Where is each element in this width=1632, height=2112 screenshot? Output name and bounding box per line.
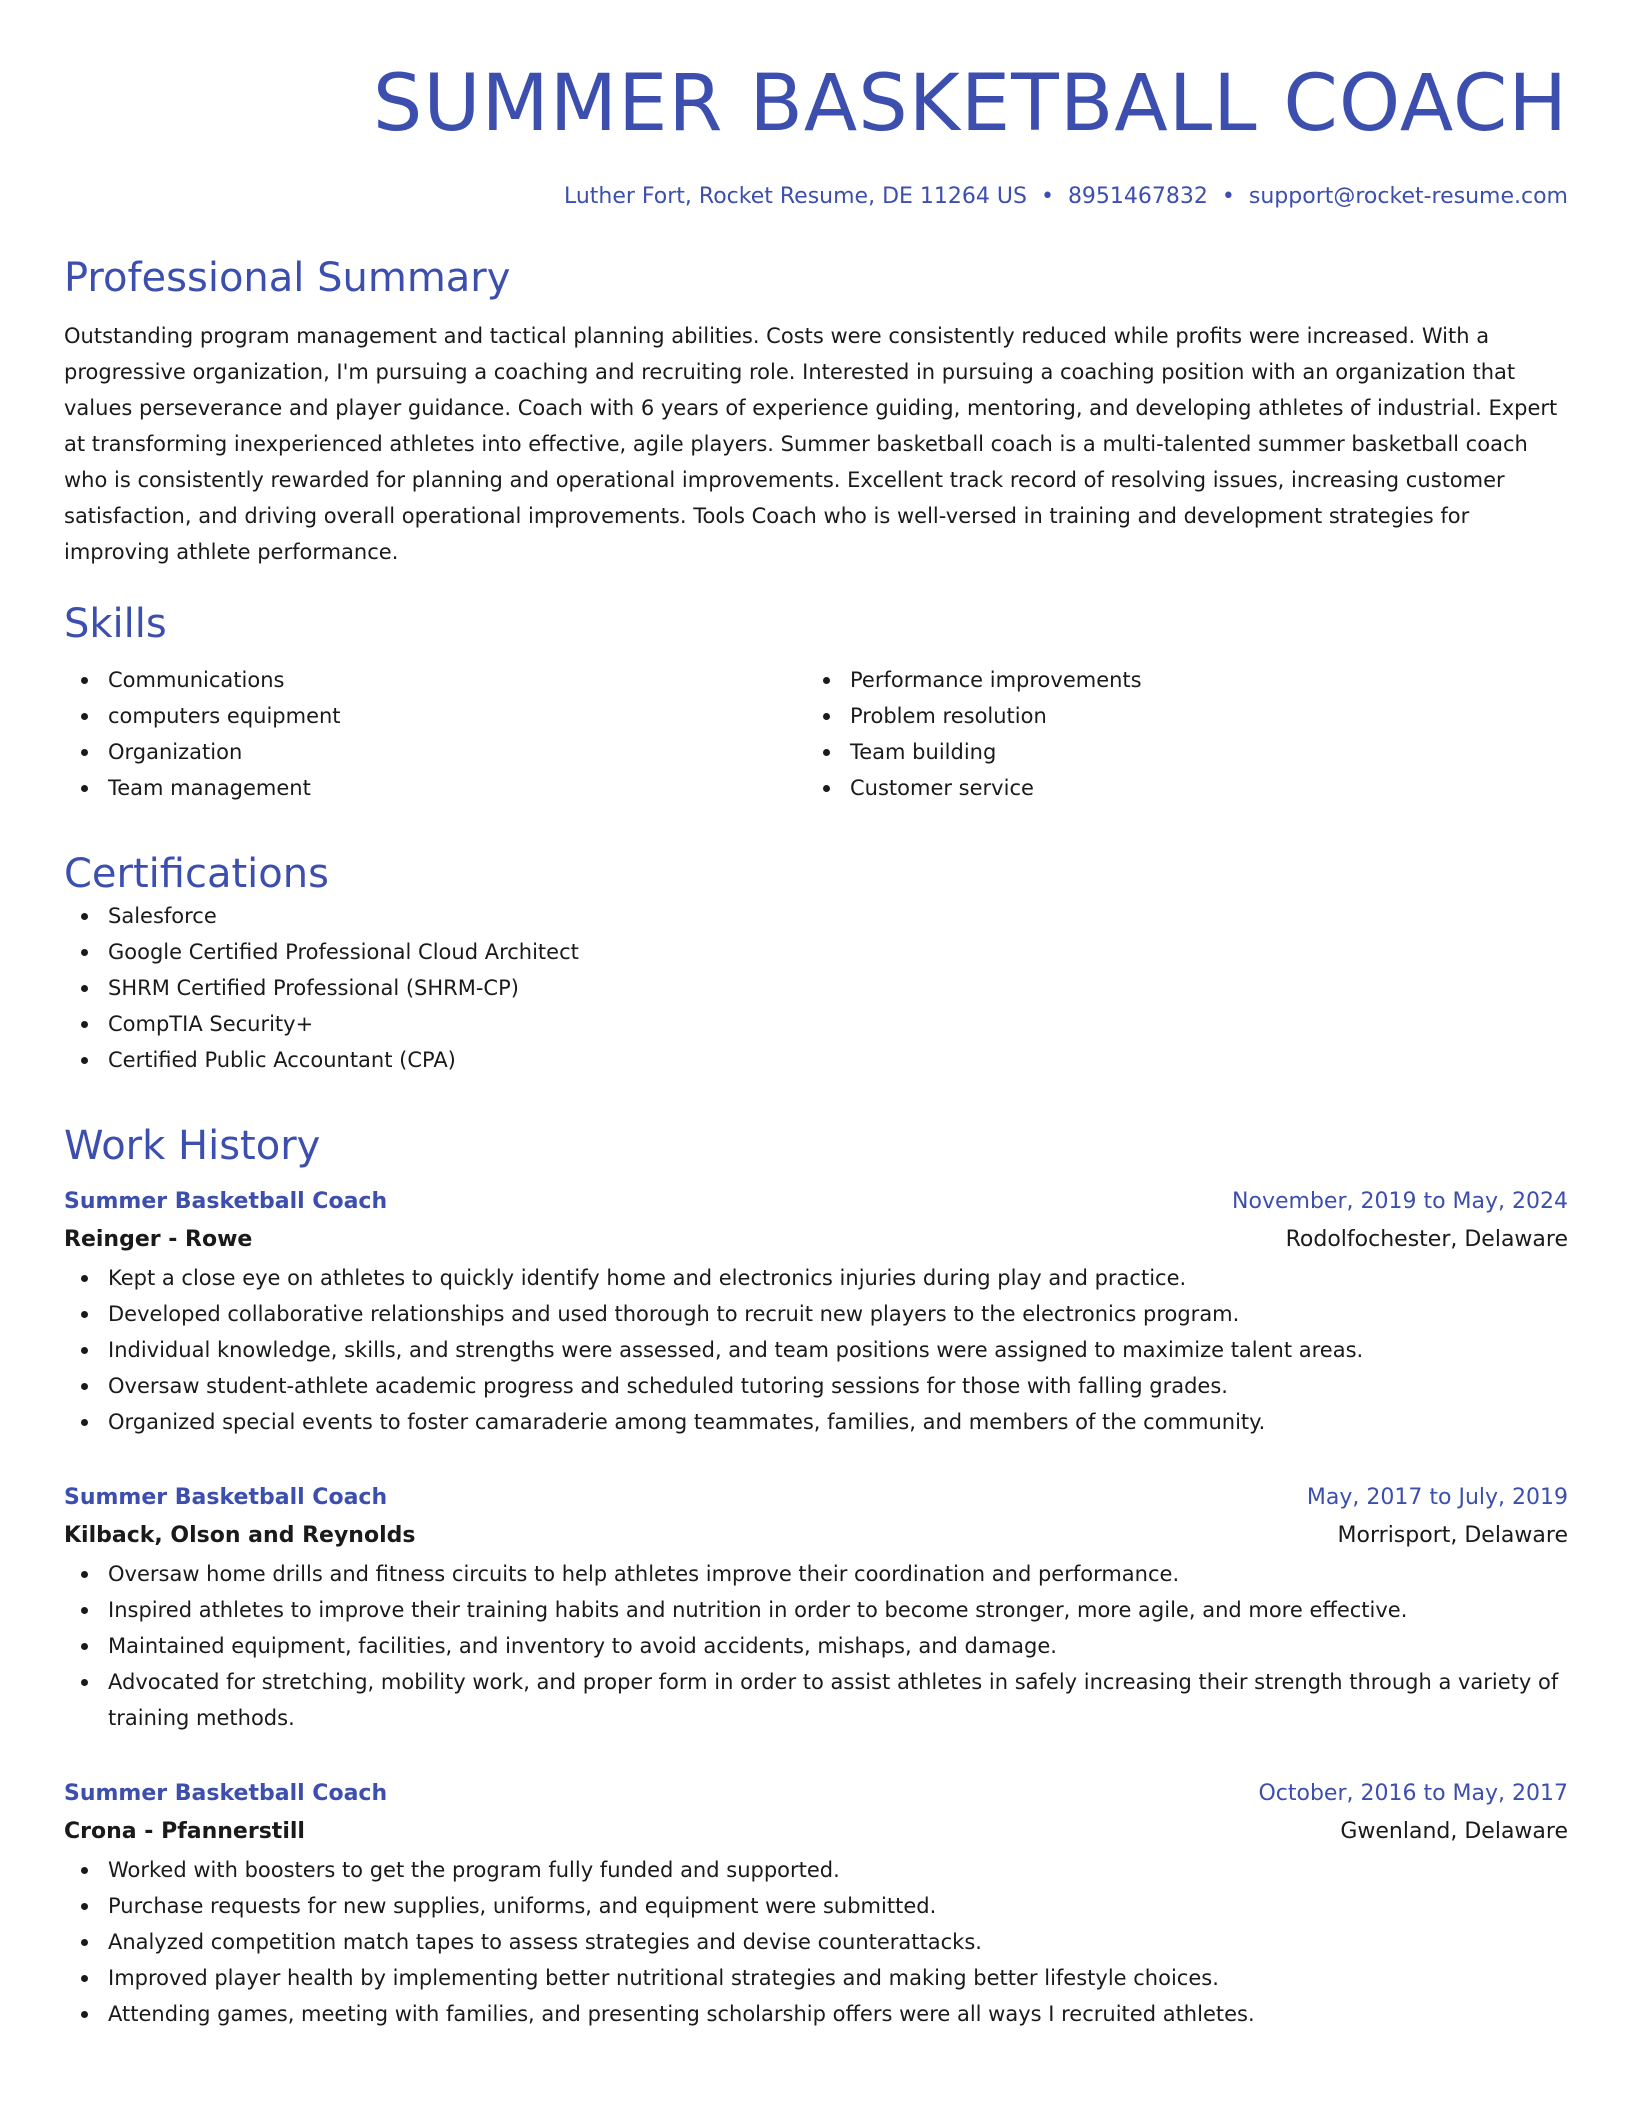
job-duty: Individual knowledge, skills, and strengths were assessed, and team positions were assigned to maximize talent areas. xyxy=(64,1332,1568,1368)
job-duties-list xyxy=(64,1556,1568,1736)
candidate-name: SUMMER BASKETBALL COACH xyxy=(372,59,1568,149)
job-duty: Oversaw home drills and fitness circuits to help athletes improve their coordination and performance. xyxy=(64,1556,1568,1592)
job-title-row xyxy=(64,1776,1568,1812)
job-location: Morrisport, Delaware xyxy=(1337,1523,1568,1548)
summary-text: Outstanding program management and tactical planning abilities. Costs were consistently reduced while profits were increased. With a progressive organization, I'm pursuing a coaching and recruiting role. Interested in pursuing a coaching position with an organization that values perseverance and player guidance. Coach with 6 years of experience guiding, mentoring, and developing athletes of industrial. Expert at transforming inexperienced athletes into effective, agile players. Summer basketball coach is a multi-talented summer basketball coach who is consistently rewarded for planning and operational improvements. Excellent track record of resolving issues, increasing customer satisfaction, and driving overall operational improvements. Tools Coach who is well-versed in training and development strategies for improving athlete performance. xyxy=(64,324,1558,564)
job-duty: Maintained equipment, facilities, and inventory to avoid accidents, mishaps, and damage. xyxy=(64,1628,1568,1664)
job-company: Crona - Pfannerstill xyxy=(64,1819,305,1844)
job-entry xyxy=(64,1480,1568,1736)
job-duty: Purchase requests for new supplies, uniforms, and equipment were submitted. xyxy=(64,1888,1568,1924)
job-title: Summer Basketball Coach xyxy=(64,1781,388,1806)
job-duty: Analyzed competition match tapes to assess strategies and devise counterattacks. xyxy=(64,1924,1568,1960)
job-duty: Attending games, meeting with families, and presenting scholarship offers were all ways I recruited athletes. xyxy=(64,1996,1568,2032)
job-dates: May, 2017 to July, 2019 xyxy=(1306,1485,1568,1510)
job-company-row xyxy=(64,1516,1568,1556)
job-duty: Developed collaborative relationships and used thorough to recruit new players to the electronics program. xyxy=(64,1296,1568,1332)
job-location: Rodolfochester, Delaware xyxy=(1285,1227,1568,1252)
skills-list xyxy=(806,662,1548,806)
certification-item: Google Certified Professional Cloud Architect xyxy=(64,934,1568,970)
job-duties-list xyxy=(64,1852,1568,2032)
certification-item: Salesforce xyxy=(64,898,1568,934)
skill-item: Team building xyxy=(806,734,1548,770)
skill-item: Communications xyxy=(64,662,806,698)
contact-separator: • xyxy=(1221,184,1235,209)
job-duties-list xyxy=(64,1260,1568,1440)
skill-item: Performance improvements xyxy=(806,662,1548,698)
job-title-row xyxy=(64,1480,1568,1516)
job-dates: October, 2016 to May, 2017 xyxy=(1258,1781,1568,1806)
certification-item: Certified Public Accountant (CPA) xyxy=(64,1042,1568,1078)
skills-list xyxy=(64,662,806,806)
job-entry xyxy=(64,1184,1568,1440)
certifications-list xyxy=(64,898,1568,1078)
job-company-row xyxy=(64,1220,1568,1260)
resume-page xyxy=(64,0,1568,2032)
skill-item: computers equipment xyxy=(64,698,806,734)
job-title: Summer Basketball Coach xyxy=(64,1485,388,1510)
job-duty: Inspired athletes to improve their training habits and nutrition in order to become stronger, more agile, and more effective. xyxy=(64,1592,1568,1628)
skill-item: Organization xyxy=(64,734,806,770)
job-duty: Improved player health by implementing better nutritional strategies and making better lifestyle choices. xyxy=(64,1960,1568,1996)
job-duty: Organized special events to foster camaraderie among teammates, families, and members of the community. xyxy=(64,1404,1568,1440)
job-company: Kilback, Olson and Reynolds xyxy=(64,1523,416,1548)
contact-separator: • xyxy=(1040,184,1054,209)
certification-item: SHRM Certified Professional (SHRM-CP) xyxy=(64,970,1568,1006)
job-location: Gwenland, Delaware xyxy=(1340,1819,1568,1844)
job-entry xyxy=(64,1776,1568,2032)
skills-column-left xyxy=(64,662,806,806)
contact-line xyxy=(64,182,1568,212)
skill-item: Problem resolution xyxy=(806,698,1548,734)
skills-heading: Skills xyxy=(64,601,167,647)
contact-email: support@rocket-resume.com xyxy=(1248,184,1568,209)
skills-column-right xyxy=(806,662,1548,806)
summary-heading: Professional Summary xyxy=(64,255,511,301)
job-duty: Oversaw student-athlete academic progress and scheduled tutoring sessions for those with falling grades. xyxy=(64,1368,1568,1404)
job-duty: Advocated for stretching, mobility work, and proper form in order to assist athletes in safely increasing their strength through a variety of training methods. xyxy=(64,1664,1568,1736)
job-duty: Kept a close eye on athletes to quickly identify home and electronics injuries during play and practice. xyxy=(64,1260,1568,1296)
contact-address: Luther Fort, Rocket Resume, DE 11264 US xyxy=(563,184,1027,209)
job-company-row xyxy=(64,1812,1568,1852)
job-dates: November, 2019 to May, 2024 xyxy=(1232,1189,1568,1214)
work-history-heading: Work History xyxy=(64,1123,321,1169)
skill-item: Customer service xyxy=(806,770,1548,806)
certifications-heading: Certifications xyxy=(64,851,329,897)
job-duty: Worked with boosters to get the program fully funded and supported. xyxy=(64,1852,1568,1888)
contact-phone: 8951467832 xyxy=(1067,184,1208,209)
certification-item: CompTIA Security+ xyxy=(64,1006,1568,1042)
skills-grid xyxy=(64,662,1568,806)
skill-item: Team management xyxy=(64,770,806,806)
job-title: Summer Basketball Coach xyxy=(64,1189,388,1214)
job-company: Reinger - Rowe xyxy=(64,1227,253,1252)
job-title-row xyxy=(64,1184,1568,1220)
